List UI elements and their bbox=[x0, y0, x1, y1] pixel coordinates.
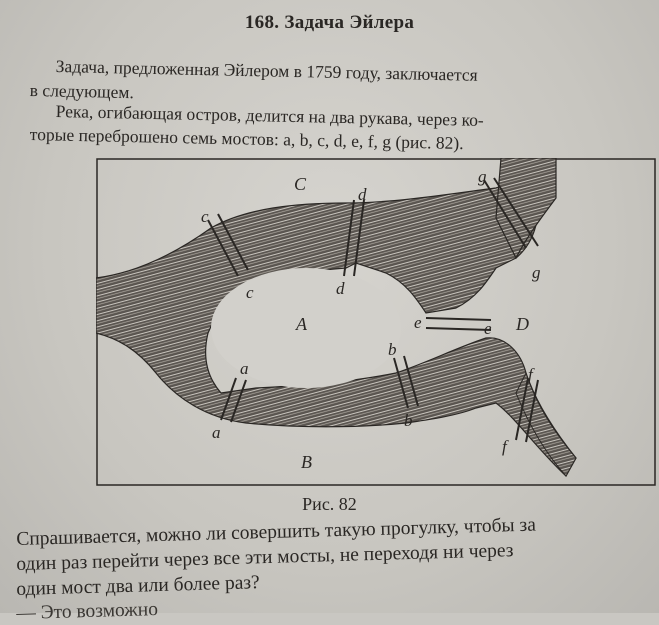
page-title: 168. Задача Эйлера bbox=[244, 12, 415, 33]
question-line-1: Спрашивается, можно ли совершить такую прогулку, чтобы за bbox=[16, 514, 537, 550]
region-label-b: B bbox=[301, 452, 312, 472]
bridge-label-c-bottom: c bbox=[246, 283, 254, 302]
bridge-label-a-bottom: a bbox=[212, 423, 221, 442]
region-label-c: C bbox=[294, 174, 307, 194]
question-line-3: один мост два или более раз? bbox=[16, 572, 260, 600]
bridge-label-f-bottom: f bbox=[502, 437, 507, 456]
region-label-d: D bbox=[516, 314, 529, 334]
bridge-e-edge bbox=[426, 328, 491, 330]
river-map-illustration bbox=[96, 158, 658, 488]
bridge-label-e-left: e bbox=[414, 313, 422, 332]
bridge-label-b-top: b bbox=[388, 340, 397, 359]
bridge-label-g-top: g bbox=[478, 167, 487, 186]
paragraph-2-line-2: торые переброшено семь мостов: a, b, c, d, e, f, g (рис. 82). bbox=[29, 124, 464, 154]
question-line-2: один раз перейти через все эти мосты, не переходя ни через bbox=[16, 540, 514, 575]
paragraph-1-line-2: в следующем. bbox=[29, 80, 135, 103]
bridge-label-a-top: a bbox=[240, 359, 249, 378]
paragraph-2-line-1: Река, огибающая остров, делится на два рукава, через ко- bbox=[55, 101, 484, 130]
figure-caption: Рис. 82 bbox=[302, 494, 357, 514]
question-line-4: — Это возможно bbox=[16, 599, 159, 624]
bridge-label-f-top: f bbox=[528, 365, 533, 384]
bridge-label-e-right: e bbox=[484, 319, 492, 338]
paragraph-1-line-1: Задача, предложенная Эйлером в 1759 году, заключается bbox=[55, 56, 478, 85]
konigsberg-bridges-figure bbox=[96, 158, 658, 488]
bridge-e bbox=[426, 318, 491, 320]
bridge-label-g-bottom: g bbox=[532, 263, 541, 282]
bridge-label-d-top: d bbox=[358, 185, 367, 204]
bridge-label-c-top: c bbox=[201, 207, 209, 226]
region-label-a: A bbox=[296, 314, 307, 334]
bridge-label-d-bottom: d bbox=[336, 279, 345, 298]
bridge-label-b-bottom: b bbox=[404, 411, 413, 430]
